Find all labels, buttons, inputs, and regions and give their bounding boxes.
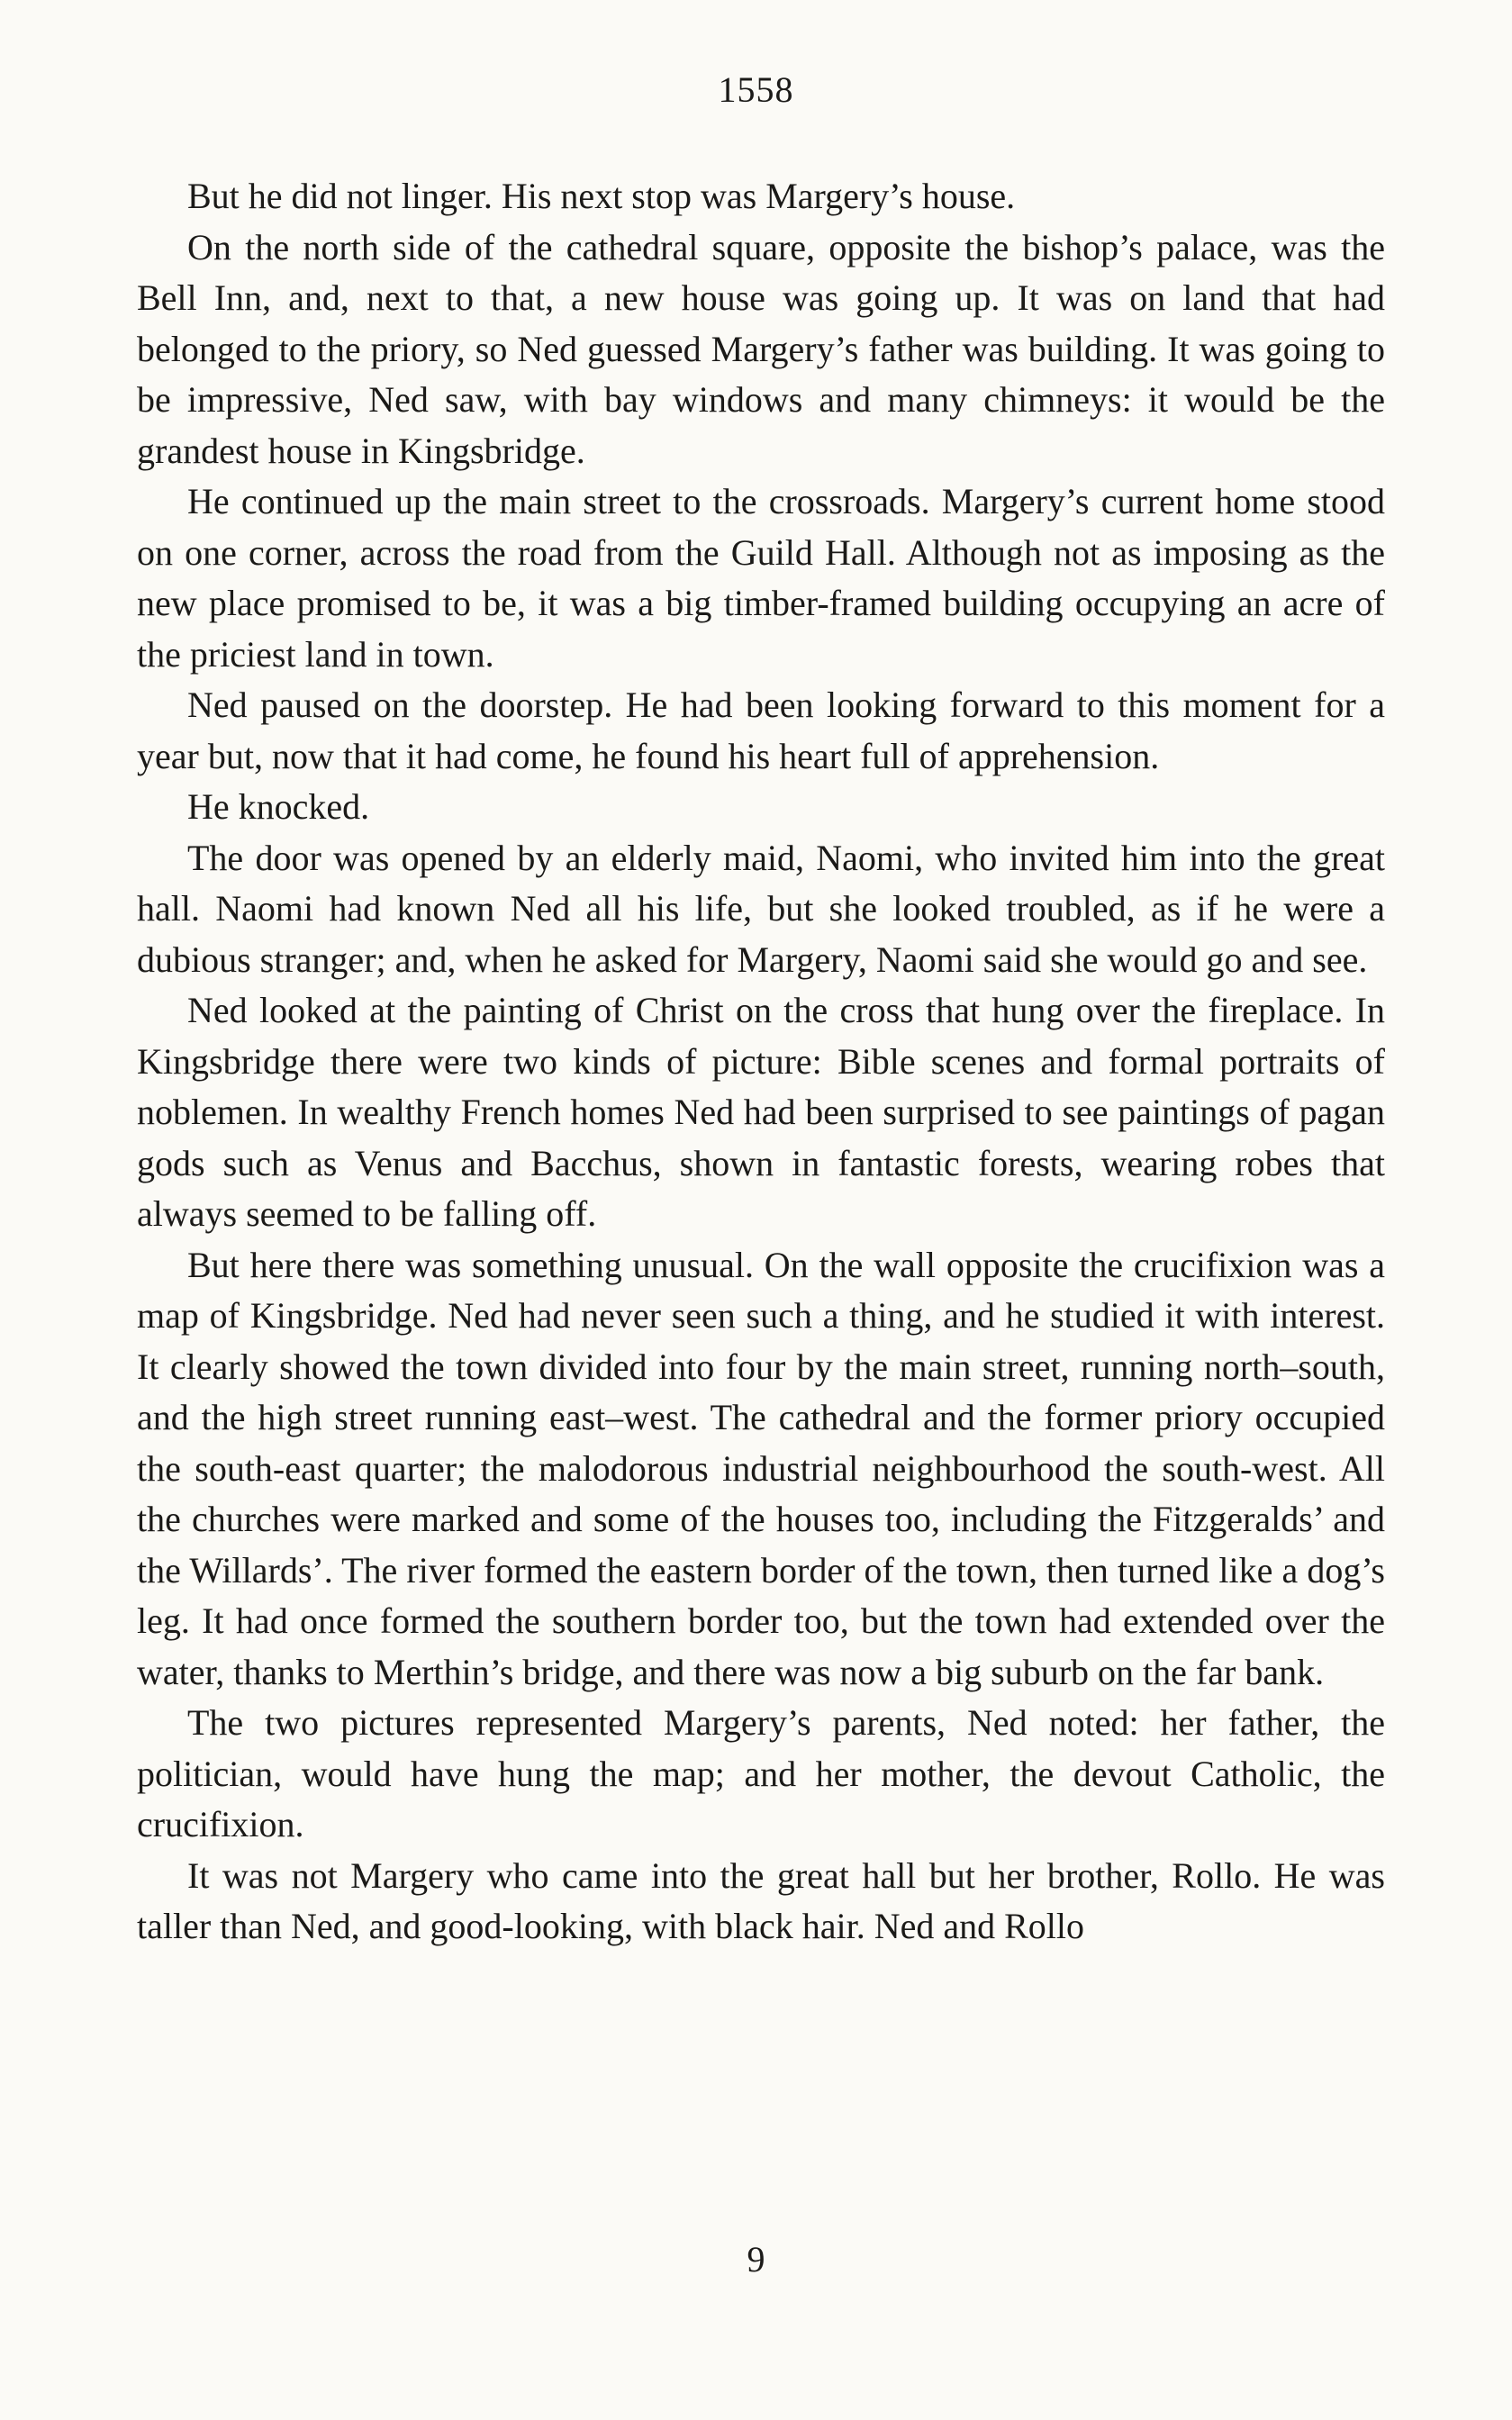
- paragraph-4: Ned paused on the doorstep. He had been looking forward to this moment for a year but, now that it had come, he found his heart full of apprehension.: [137, 684, 1385, 776]
- paragraph-5: He knocked.: [187, 786, 370, 827]
- paragraph-1: But he did not linger. His next stop was Margery’s house.: [187, 176, 1016, 216]
- paragraph-8: But here there was something unusual. On the wall opposite the crucifixion was a map of Kingsbridge. Ned had never seen such a thing, and he studied it with interest. It clearly showed the town divided into four by the main street, running north–south, and the high street running east–west. The cathedral and the former priory occupied the south-east quarter; the malodorous industrial neighbourhood the south-west. All the churches were marked and some of the houses too, including the Fitzgeralds’ and the Willards’. The river formed the eastern border of the town, then turned like a dog’s leg. It had once formed the southern border too, but the town had extended over the water, thanks to Merthin’s bridge, and there was now a big suburb on the far bank.: [137, 1244, 1385, 1692]
- paragraph-7: Ned looked at the painting of Christ on the cross that hung over the fireplace. In Kingsbridge there were two kinds of picture: Bible scenes and formal portraits of noblemen. In wealthy French homes Ned had been surprised to see paintings of pagan gods such as Venus and Bacchus, shown in fantastic forests, wearing robes that always seemed to be falling off.: [137, 990, 1385, 1234]
- paragraph-6: The door was opened by an elderly maid, Naomi, who invited him into the great hall. Naomi had known Ned all his life, but she looked troubled, as if he were a dubious stranger; and, when he asked for Margery, Naomi said she would go and see.: [137, 837, 1385, 980]
- paragraph-3: He continued up the main street to the crossroads. Margery’s current home stood on one corner, across the road from the Guild Hall. Although not as imposing as the new place promised to be, it was a big timber-framed building occupying an acre of the priciest land in town.: [137, 481, 1385, 675]
- page-number: 9: [747, 2239, 765, 2280]
- running-head-year: 1558: [718, 69, 794, 110]
- body-text: [137, 171, 1385, 1953]
- paragraph-2: On the north side of the cathedral square, opposite the bishop’s palace, was the Bell Inn, and, next to that, a new house was going up. It was on land that had belonged to the priory, so Ned guessed Margery’s father was building. It was going to be impressive, Ned saw, with bay windows and many chimneys: it would be the grandest house in Kingsbridge.: [137, 226, 1385, 471]
- paragraph-9: The two pictures represented Margery’s parents, Ned noted: her father, the politician, would have hung the map; and her mother, the devout Catholic, the crucifixion.: [137, 1702, 1385, 1844]
- paragraph-10: It was not Margery who came into the great hall but her brother, Rollo. He was taller than Ned, and good-looking, with black hair. Ned and Rollo: [137, 1854, 1385, 1946]
